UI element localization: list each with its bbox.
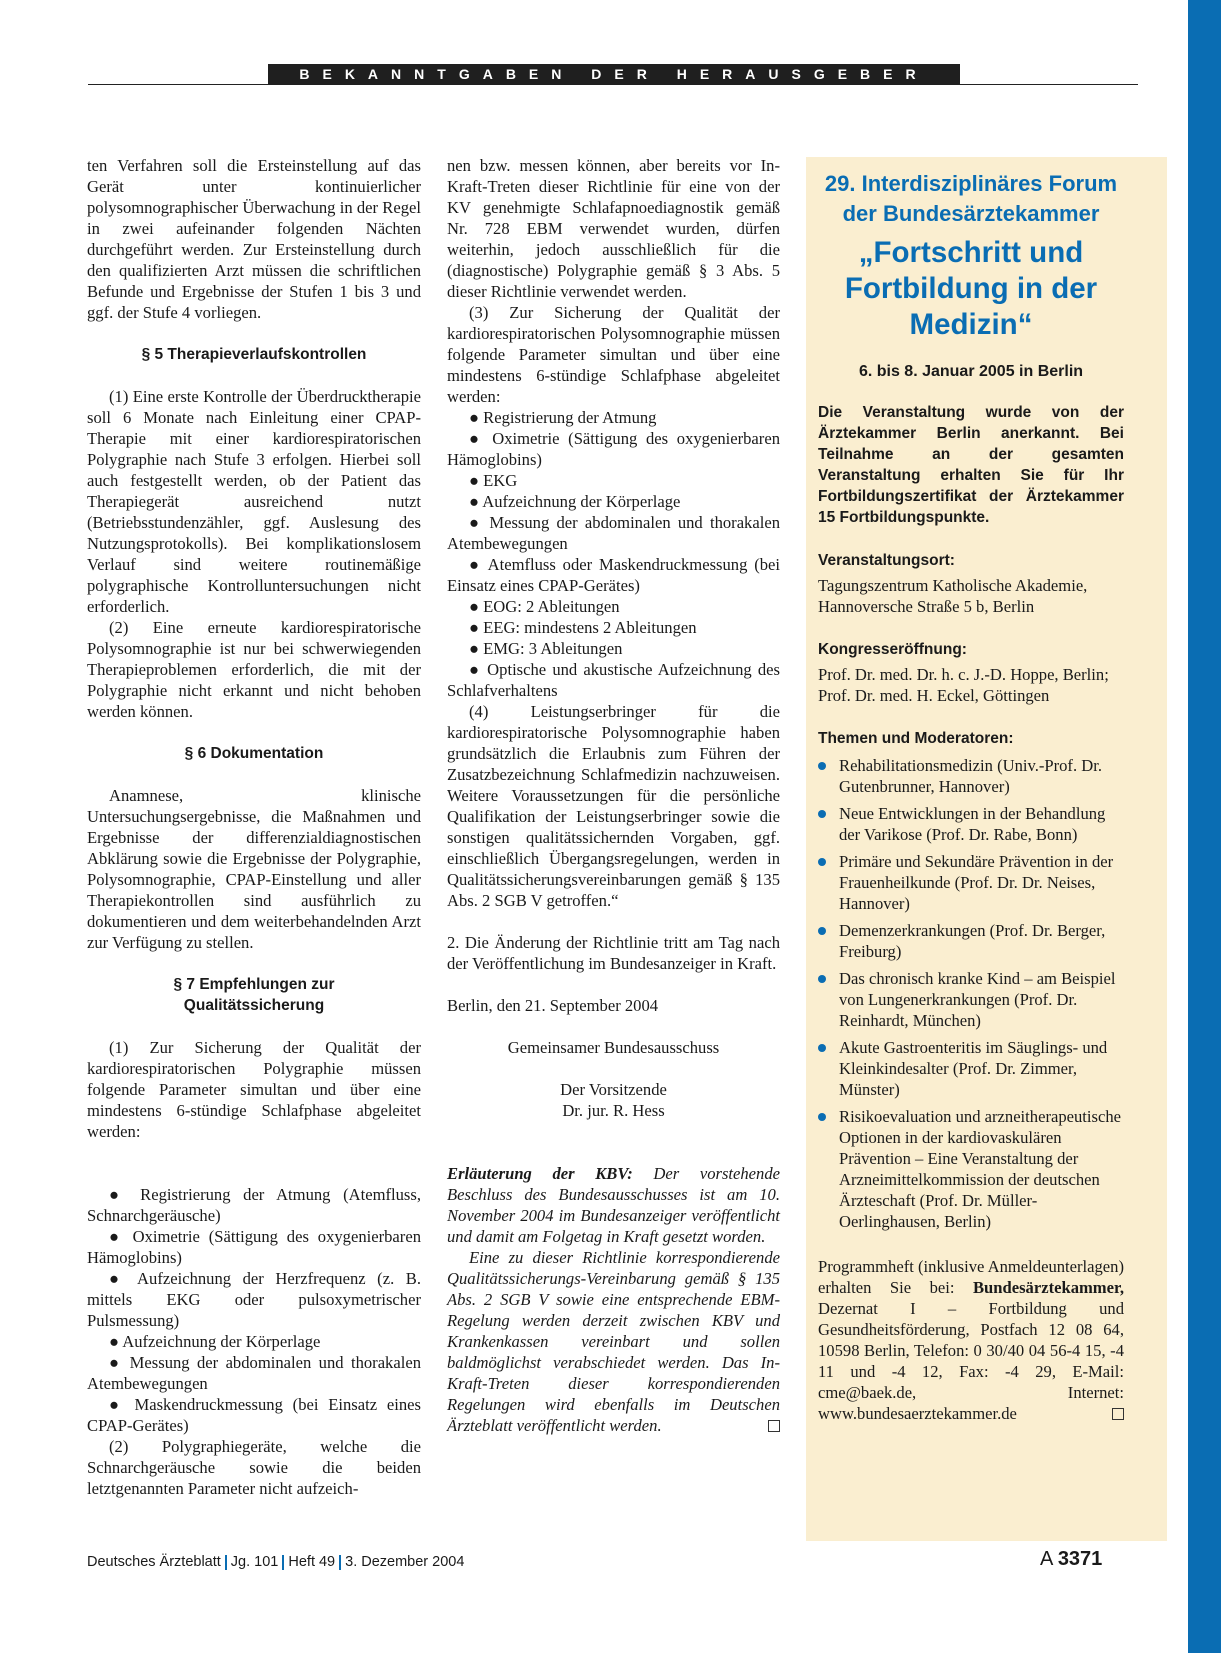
list-item: ● Messung der abdominalen und thorakalen Atembewegungen	[447, 513, 780, 553]
list-item: ● Registrierung der Atmung	[469, 408, 657, 427]
topic-item: Neue Entwicklungen in der Behandlung der Varikose (Prof. Dr. Rabe, Bonn)	[818, 803, 1124, 845]
list-item: ● EMG: 3 Ableitungen	[469, 639, 623, 658]
opening-speaker: Prof. Dr. med. H. Eckel, Göttingen	[818, 686, 1050, 705]
list-item: ● Maskendruckmessung (bei Einsatz eines CPAP-Gerätes)	[87, 1395, 421, 1435]
kbv-note: Eine zu dieser Richtlinie korrespondierende Qualitätssicherungs-Vereinbarung gemäß § 135 Abs. 2 SGB V sowie eine entsprechende EBM-Regelung werden derzeit zwischen KBV und Krankenkassen vereinbart und sollen baldmöglichst verabschiedet werden. Das In-Kraft-Treten dieser korrespondierenden Regelungen wird ebenfalls im Deutschen Ärzteblatt veröffentlicht werden.	[447, 1248, 780, 1435]
end-mark-icon	[768, 1420, 780, 1432]
bullet-icon	[818, 858, 826, 866]
topic-item: Rehabilitationsmedizin (Univ.-Prof. Dr. Gutenbrunner, Hannover)	[818, 755, 1124, 797]
kbv-note: Erläuterung der KBV: Der vorstehende Beschluss des Bundesausschusses ist am 10. November 2004 im Bundesanzeiger veröffentlicht und damit am Folgetag in Kraft gesetzt worden.	[447, 1164, 781, 1246]
bullet-icon	[818, 975, 826, 983]
kbv-note-label: Erläuterung der KBV:	[447, 1164, 633, 1183]
venue-label: Veranstaltungsort:	[818, 552, 955, 569]
paragraph: ten Verfahren soll die Ersteinstellung auf das Gerät unter kontinuierlicher polysomnographischer Überwachung in der Regel in zwei aufeinander folgenden Nächten durchgeführt werden. Zur Ersteinstellung durch den qualifizierten Arzt müssen die schriftlichen Befunde und Ergebnisse der Stufen 1 bis 3 und ggf. der Stufe 4 vorliegen.	[87, 156, 421, 322]
event-title-large: „Fortschritt und Fortbildung in der Medizin“	[844, 236, 1098, 341]
program-info: Programmheft (inklusive Anmeldeunterlagen) erhalten Sie bei: Bundesärztekammer, Dezernat I – Fortbildung und Gesundheitsförderung, Postfach 12 08 64, 10598 Berlin, Telefon: 0 30/40 04 56-4 15, -4 11 und -4 12, Fax: -4 29, E-Mail: cme@baek.de, Internet: www.bundesaerztekammer.de	[818, 1257, 1124, 1423]
section-heading-5: § 5 Therapieverlaufskontrollen	[141, 346, 367, 363]
journal-date: 3. Dezember 2004	[345, 1554, 465, 1570]
topics-label: Themen und Moderatoren:	[818, 730, 1014, 747]
list-item: ● EOG: 2 Ableitungen	[469, 597, 620, 616]
section-heading-6: § 6 Dokumentation	[184, 745, 324, 762]
paragraph: 2. Die Änderung der Richtlinie tritt am Tag nach der Veröffentlichung im Bundesanzeiger in Kraft.	[447, 933, 780, 973]
paragraph: (4) Leistungserbringer für die kardiorespiratorische Polysomnographie haben grundsätzlich die Erlaubnis zum Führen der Zusatzbezeichnung Schlafmedizin nachzuweisen. Weitere Voraussetzungen für die persönliche Qualifikation der Leistungserbringer sowie die sonstigen qualitätssichernden Vorgaben, ggf. einschließlich Übergangsregelungen, werden in Qualitätssicherungsvereinbarungen gemäß § 135 Abs. 2 SGB V getroffen.“	[447, 702, 780, 910]
place-date: Berlin, den 21. September 2004	[447, 996, 659, 1015]
list-item: ● Registrierung der Atmung (Atemfluss, Schnarchgeräusche)	[87, 1185, 421, 1225]
end-mark-icon	[1112, 1408, 1124, 1420]
topic-item: Akute Gastroenteritis im Säuglings- und Kleinkindesalter (Prof. Dr. Zimmer, Münster)	[818, 1037, 1124, 1100]
opening-speaker: Prof. Dr. med. Dr. h. c. J.-D. Hoppe, Berlin;	[818, 665, 1109, 684]
paragraph: (3) Zur Sicherung der Qualität der kardiorespiratorischen Polysomnographie müssen folgende Parameter simultan und über eine mindestens 6-stündige Schlafphase abgeleitet werden:	[447, 303, 780, 406]
bullet-icon	[818, 1113, 826, 1121]
topic-item: Demenzerkrankungen (Prof. Dr. Berger, Freiburg)	[818, 920, 1124, 962]
journal-volume: Jg. 101	[230, 1554, 279, 1570]
topic-item: Primäre und Sekundäre Prävention in der Frauenheilkunde (Prof. Dr. Dr. Neises, Hannover)	[818, 851, 1124, 914]
topics-list	[818, 755, 1124, 1232]
bullet-icon	[818, 1044, 826, 1052]
bullet-icon	[818, 810, 826, 818]
topic-item: Das chronisch kranke Kind – am Beispiel von Lungenerkrankungen (Prof. Dr. Reinhardt, München)	[818, 968, 1124, 1031]
bullet-icon	[818, 927, 826, 935]
bullet-icon	[818, 762, 826, 770]
column-left	[87, 155, 421, 1499]
column-middle	[447, 155, 780, 1436]
paragraph: (2) Polygraphiegeräte, welche die Schnarchgeräusche sowie die beiden letztgenannten Parameter nicht aufzeich-	[87, 1437, 421, 1498]
event-info-box	[806, 157, 1167, 1541]
paragraph: (1) Eine erste Kontrolle der Überdrucktherapie soll 6 Monate nach Einleitung einer CPAP-Therapie mit einer kardiorespiratorischen Polygraphie nach Stufe 3 erfolgen. Hierbei soll auch festgestellt werden, ob der Patient das Therapiegerät ausreichend nutzt (Betriebsstundenzähler, ggf. Auslesung des Nutzungsprotokolls). Bei komplikationslosem Verlauf sind weitere routinemäßige polygraphische Kontrolluntersuchungen nicht erforderlich.	[87, 387, 421, 616]
list-item: ● Oximetrie (Sättigung des oxygenierbaren Hämoglobins)	[447, 429, 780, 469]
journal-name: Deutsches Ärzteblatt	[87, 1554, 221, 1570]
section-header: BEKANNTGABEN DER HERAUSGEBER	[268, 64, 960, 85]
journal-issue: Heft 49	[288, 1554, 336, 1570]
signatory-role: Der Vorsitzende	[560, 1080, 667, 1099]
signatory-name: Dr. jur. R. Hess	[562, 1101, 665, 1120]
list-item: ● EEG: mindestens 2 Ableitungen	[469, 618, 697, 637]
opening-label: Kongresseröffnung:	[818, 641, 967, 658]
venue: Tagungszentrum Katholische Akademie, Hannoversche Straße 5 b, Berlin	[818, 576, 1088, 616]
paragraph: (2) Eine erneute kardiorespiratorische Polysomnographie ist nur bei schwerwiegenden Therapieproblemen erforderlich, die mit der Polygraphie nicht erkannt und nicht behoben werden können.	[87, 618, 421, 721]
event-intro: Die Veranstaltung wurde von der Ärztekammer Berlin anerkannt. Bei Teilnahme an der gesamten Veranstaltung erhalten Sie für Ihr Fortbildungszertifikat der Ärztekammer 15 Fortbildungspunkte.	[818, 404, 1124, 526]
list-item: ● Messung der abdominalen und thorakalen Atembewegungen	[87, 1353, 421, 1393]
list-item: ● EKG	[469, 471, 518, 490]
list-item: ● Aufzeichnung der Herzfrequenz (z. B. mittels EKG oder pulsoxymetrischer Pulsmessung)	[87, 1269, 421, 1330]
edge-color-bar	[1188, 0, 1221, 1653]
list-item: ● Aufzeichnung der Körperlage	[109, 1332, 321, 1351]
event-date: 6. bis 8. Januar 2005 in Berlin	[858, 363, 1084, 380]
signatory-org: Gemeinsamer Bundesausschuss	[507, 1038, 720, 1057]
footer-citation	[87, 1554, 464, 1570]
list-item: ● Atemfluss oder Maskendruckmessung (bei Einsatz eines CPAP-Gerätes)	[447, 555, 780, 595]
paragraph: nen bzw. messen können, aber bereits vor In-Kraft-Treten dieser Richtlinie für eine von der KV genehmigte Schlafapnoediagnostik gemäß Nr. 728 EBM verwendet wurden, dürfen weiterhin, jedoch ausschließlich für die (diagnostische) Polygraphie gemäß § 3 Abs. 5 dieser Richtlinie verwendet werden.	[447, 156, 780, 301]
paragraph: Anamnese, klinische Untersuchungsergebnisse, die Maßnahmen und Ergebnisse der differenzialdiagnostischen Abklärung sowie die Ergebnisse der Polygraphie, Polysomnographie, CPAP-Einstellung und aller Therapiekontrollen sind ausführlich zu dokumentieren und dem weiterbehandelnden Arzt zur Verfügung zu stellen.	[87, 786, 421, 952]
topic-item: Risikoevaluation und arzneitherapeutische Optionen in der kardiovaskulären Prävention – Eine Veranstaltung der Arzneimittelkommission der deutschen Ärzteschaft (Prof. Dr. Müller-Oerlinghausen, Berlin)	[818, 1106, 1124, 1232]
paragraph: (1) Zur Sicherung der Qualität der kardiorespiratorischen Polygraphie müssen folgende Parameter simultan und über eine mindestens 6-stündige Schlafphase abgeleitet werden:	[87, 1038, 421, 1141]
page-number: A 3371	[1040, 1548, 1103, 1570]
section-heading-7: § 7 Empfehlungen zur Qualitätssicherung	[173, 976, 335, 1014]
event-title-small: 29. Interdisziplinäres Forum der Bundesärztekammer	[824, 171, 1118, 226]
list-item: ● Aufzeichnung der Körperlage	[469, 492, 681, 511]
list-item: ● Optische und akustische Aufzeichnung des Schlafverhaltens	[447, 660, 780, 700]
list-item: ● Oximetrie (Sättigung des oxygenierbaren Hämoglobins)	[87, 1227, 421, 1267]
